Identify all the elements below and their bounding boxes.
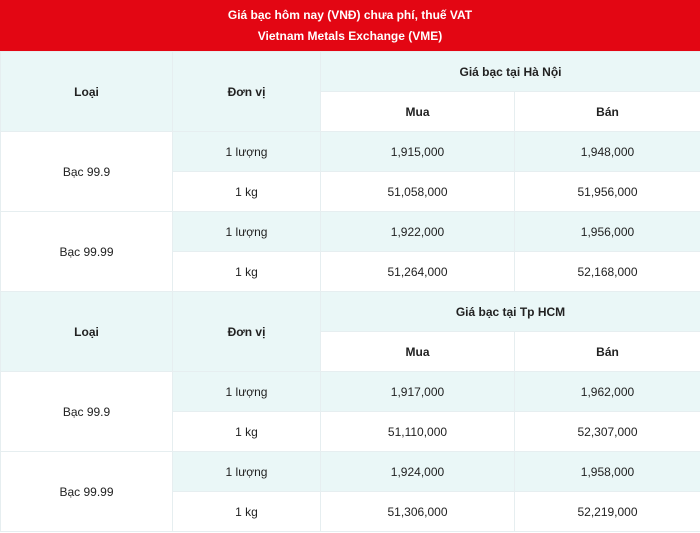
row-type: Bạc 99.9	[1, 132, 173, 212]
row-sell: 51,956,000	[515, 172, 700, 212]
row-buy: 51,306,000	[321, 492, 515, 532]
row-sell: 52,168,000	[515, 252, 700, 292]
row-buy: 1,922,000	[321, 212, 515, 252]
row-type: Bạc 99.9	[1, 372, 173, 452]
section-title-hcm: Giá bạc tại Tp HCM	[321, 292, 700, 332]
header-type: Loại	[1, 52, 173, 132]
row-type: Bạc 99.99	[1, 212, 173, 292]
row-buy: 1,917,000	[321, 372, 515, 412]
header-type: Loại	[1, 292, 173, 372]
row-sell: 1,956,000	[515, 212, 700, 252]
banner-title: Giá bạc hôm nay (VNĐ) chưa phí, thuế VAT	[227, 7, 473, 22]
row-sell: 1,948,000	[515, 132, 700, 172]
banner-subtitle: Vietnam Metals Exchange (VME)	[257, 28, 443, 43]
row-unit: 1 lượng	[173, 452, 321, 492]
silver-price-table	[0, 51, 700, 532]
row-type: Bạc 99.99	[1, 452, 173, 532]
row-unit: 1 kg	[173, 492, 321, 532]
table-row	[1, 212, 700, 252]
section-title-hanoi: Giá bạc tại Hà Nội	[321, 52, 700, 92]
row-sell: 52,219,000	[515, 492, 700, 532]
row-buy: 51,110,000	[321, 412, 515, 452]
table-banner	[0, 0, 700, 51]
header-buy: Mua	[321, 92, 515, 132]
row-buy: 51,264,000	[321, 252, 515, 292]
header-buy: Mua	[321, 332, 515, 372]
table-row	[1, 452, 700, 492]
row-sell: 1,962,000	[515, 372, 700, 412]
row-unit: 1 kg	[173, 172, 321, 212]
header-unit: Đơn vị	[173, 52, 321, 132]
row-buy: 1,924,000	[321, 452, 515, 492]
header-sell: Bán	[515, 92, 700, 132]
row-sell: 1,958,000	[515, 452, 700, 492]
row-unit: 1 lượng	[173, 132, 321, 172]
table-row	[1, 372, 700, 412]
row-unit: 1 lượng	[173, 372, 321, 412]
row-buy: 1,915,000	[321, 132, 515, 172]
row-unit: 1 lượng	[173, 212, 321, 252]
row-buy: 51,058,000	[321, 172, 515, 212]
row-unit: 1 kg	[173, 252, 321, 292]
table-row	[1, 132, 700, 172]
row-sell: 52,307,000	[515, 412, 700, 452]
header-unit: Đơn vị	[173, 292, 321, 372]
header-sell: Bán	[515, 332, 700, 372]
row-unit: 1 kg	[173, 412, 321, 452]
